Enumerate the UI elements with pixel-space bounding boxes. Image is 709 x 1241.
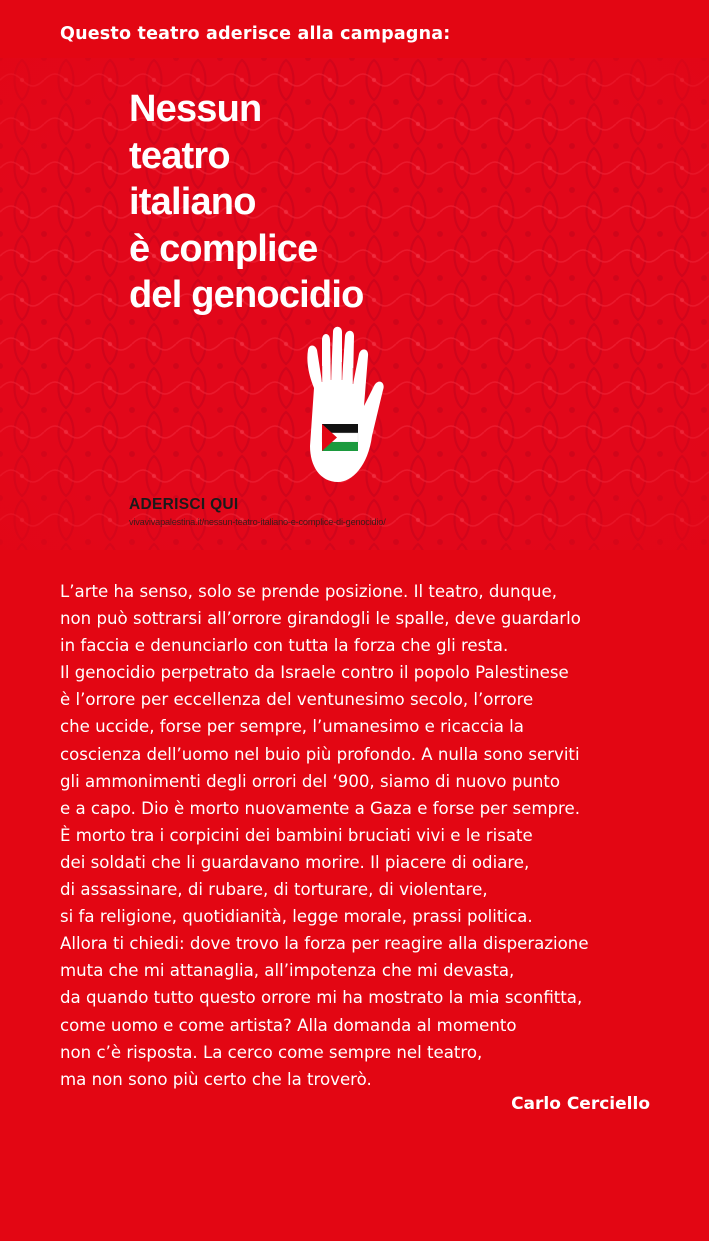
- author-signature: Carlo Cerciello: [511, 1094, 650, 1114]
- headline-line: è complice: [129, 227, 318, 270]
- raised-hand-with-palestinian-flag-icon: [300, 326, 386, 484]
- statement-line: da quando tutto questo orrore mi ha mostrato la mia sconfitta,: [60, 988, 583, 1008]
- statement-line: È morto tra i corpicini dei bambini bruciati vivi e le risate: [60, 825, 533, 845]
- statement-line: gli ammonimenti degli orrori del ‘900, siamo di nuovo punto: [60, 771, 561, 791]
- statement-line: Allora ti chiedi: dove trovo la forza per reagire alla disperazione: [60, 934, 589, 954]
- statement-line: si fa religione, quotidianità, legge morale, prassi politica.: [60, 907, 533, 927]
- statement-line: L’arte ha senso, solo se prende posizione. Il teatro, dunque,: [60, 582, 557, 601]
- statement-line: ma non sono più certo che la troverò.: [60, 1069, 372, 1089]
- headline-line: Nessun: [129, 88, 262, 130]
- headline-line: teatro: [129, 134, 230, 177]
- campaign-poster[interactable]: [0, 58, 709, 550]
- headline-line: italiano: [129, 181, 256, 223]
- statement-line: dei soldati che li guardavano morire. Il piacere di odiare,: [60, 852, 530, 872]
- statement-line: in faccia e denunciarlo con tutta la forza che gli resta.: [60, 636, 509, 656]
- statement-text: [60, 578, 660, 1093]
- campaign-url-link[interactable]: vivavivapalestina.it/nessun-teatro-italiano-e-complice-di-genocidio/: [129, 517, 386, 527]
- campaign-headline: [129, 86, 364, 319]
- statement-line: come uomo e come artista? Alla domanda al momento: [60, 1015, 517, 1035]
- statement-line: muta che mi attanaglia, all’impotenza che mi devasta,: [60, 961, 515, 981]
- headline-line: del genocidio: [129, 274, 364, 316]
- statement-line: non c’è risposta. La cerco come sempre nel teatro,: [60, 1042, 483, 1062]
- statement-line: non può sottrarsi all’orrore girandogli le spalle, deve guardarlo: [60, 609, 581, 629]
- statement-line: e a capo. Dio è morto nuovamente a Gaza e forse per sempre.: [60, 798, 580, 818]
- join-cta-label[interactable]: ADERISCI QUI: [129, 496, 239, 513]
- statement-line: Il genocidio perpetrato da Israele contro il popolo Palestinese: [60, 663, 569, 683]
- statement-line: è l’orrore per eccellenza del ventunesimo secolo, l’orrore: [60, 690, 534, 710]
- intro-text: Questo teatro aderisce alla campagna:: [60, 24, 451, 44]
- statement-line: di assassinare, di rubare, di torturare, di violentare,: [60, 880, 488, 900]
- statement-line: che uccide, forse per sempre, l’umanesimo e ricaccia la: [60, 717, 524, 737]
- statement-line: coscienza dell’uomo nel buio più profondo. A nulla sono serviti: [60, 744, 580, 764]
